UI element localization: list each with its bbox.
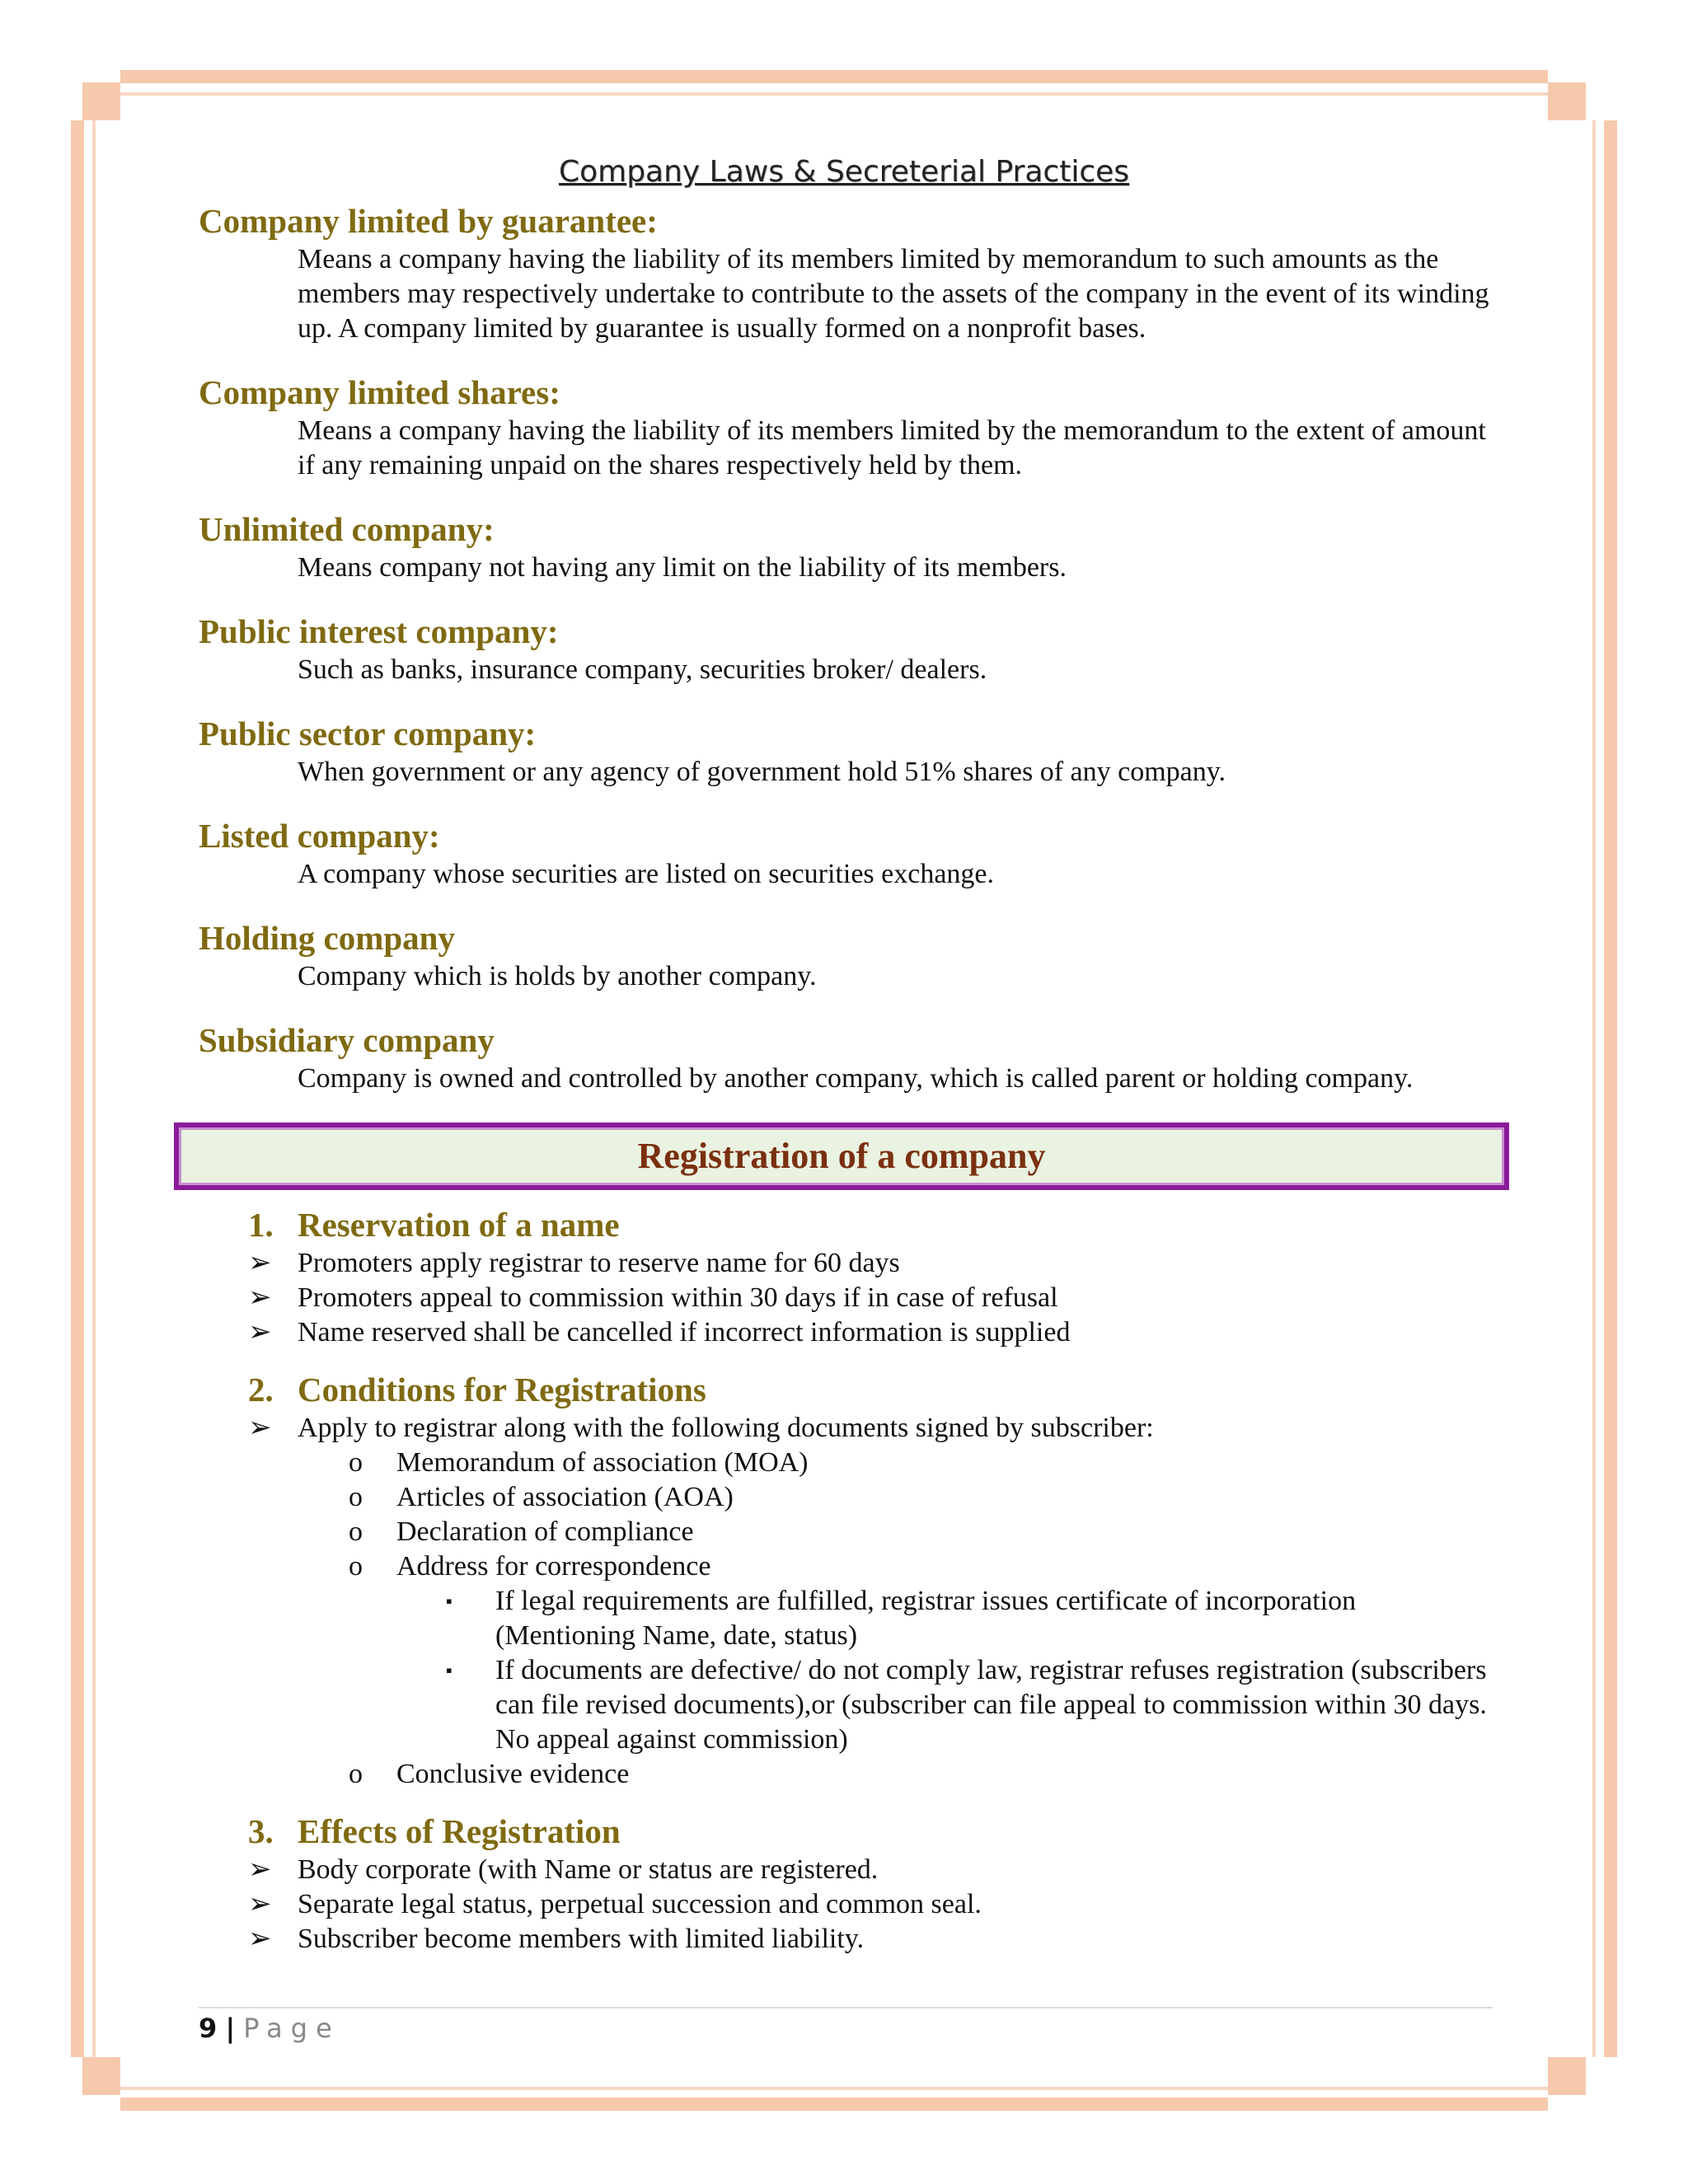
list-item: ➢ Separate legal status, perpetual succession and common seal. (199, 1887, 1501, 1922)
frame-right (1604, 120, 1617, 2057)
list-item: ➢ Promoters apply registrar to reserve name for 60 days (199, 1246, 1501, 1281)
sub-sub-list-item: ▪ If documents are defective/ do not comply law, registrar refuses registration (subscribers can file revised documents),or (subscriber can file appeal to commission within 30 days. No appeal against commission) (446, 1655, 1487, 1755)
frame-left-inner (92, 120, 96, 2057)
arrow-bullet-icon: ➢ (248, 1854, 272, 1885)
frame-bottom (120, 2097, 1548, 2111)
page-number: 9 (199, 2013, 218, 2044)
step-conditions (199, 1368, 1501, 1792)
term-title: Public sector company: (199, 715, 537, 752)
sub-list-item: o Address for correspondence (199, 1549, 1501, 1584)
list-item: ➢ Apply to registrar along with the following documents signed by subscriber: (199, 1411, 1501, 1446)
arrow-bullet-icon: ➢ (248, 1413, 272, 1443)
registration-steps (199, 1203, 1501, 1975)
term-body: Means a company having the liability of its members limited by memorandum to such amounts as the members may respectively undertake to contribute to the assets of the company in the event of its winding up. A company limited by guarantee is usually formed on a nonprofit bases. (298, 244, 1489, 344)
term-holding (199, 916, 1493, 994)
term-public-sector (199, 712, 1493, 790)
step-title (248, 1203, 1501, 1246)
term-title: Subsidiary company (199, 1021, 495, 1059)
term-body: Company which is holds by another company. (298, 961, 817, 991)
sub-list-item: o Conclusive evidence (199, 1757, 1501, 1792)
term-title: Holding company (199, 919, 455, 957)
step-number: 1. (248, 1206, 274, 1244)
step-title-text: Effects of Registration (298, 1812, 621, 1850)
sub-sub-list-item: ▪ If legal requirements are fulfilled, registrar issues certificate of incorporation (Mentioning Name, date, status) (446, 1586, 1357, 1651)
square-bullet-icon: ▪ (446, 1660, 452, 1680)
list-item: ➢ Promoters appeal to commission within 30 days if in case of refusal (199, 1281, 1501, 1315)
circle-bullet-icon: o (349, 1516, 363, 1547)
frame-bottom-left-corner (82, 2057, 120, 2095)
step-reservation (199, 1203, 1501, 1350)
list-item: ➢ Body corporate (with Name or status are registered. (199, 1853, 1501, 1887)
list-item: ➢ Subscriber become members with limited liability. (199, 1922, 1501, 1957)
step-title (248, 1368, 1501, 1411)
page-header-title: Company Laws & Secreterial Practices (558, 155, 1130, 189)
circle-bullet-icon: o (349, 1551, 363, 1582)
term-title: Public interest company: (199, 612, 559, 650)
term-public-interest (199, 610, 1493, 687)
term-body: Company is owned and controlled by another company, which is called parent or holding company. (298, 1063, 1414, 1094)
frame-bottom-right-corner (1548, 2057, 1586, 2095)
term-shares (199, 371, 1493, 483)
step-title (248, 1810, 1501, 1853)
step-effects (199, 1810, 1501, 1957)
term-body: Means company not having any limit on the liability of its members. (298, 552, 1067, 583)
frame-top-right-corner (1548, 82, 1586, 120)
definitions-section (199, 199, 1493, 1121)
step-title-text: Reservation of a name (298, 1206, 620, 1244)
square-bullet-icon: ▪ (446, 1591, 452, 1611)
term-body: Such as banks, insurance company, securities broker/ dealers. (298, 654, 987, 685)
term-unlimited (199, 508, 1493, 585)
term-title: Company limited shares: (199, 373, 560, 411)
circle-bullet-icon: o (349, 1482, 363, 1512)
page-footer (199, 2013, 340, 2044)
frame-right-inner (1592, 120, 1596, 2057)
list-item: ➢ Name reserved shall be cancelled if incorrect information is supplied (199, 1315, 1501, 1350)
frame-top-inner (120, 92, 1548, 96)
page-label: Page (243, 2013, 340, 2044)
step-number: 2. (248, 1371, 274, 1408)
sub-list-item: o Declaration of compliance (199, 1515, 1501, 1549)
arrow-bullet-icon: ➢ (248, 1248, 272, 1278)
term-body: When government or any agency of government hold 51% shares of any company. (298, 757, 1226, 787)
footer-divider (199, 2007, 1493, 2008)
term-title: Listed company: (199, 817, 440, 855)
frame-left (71, 120, 84, 2057)
sub-list-item: o Articles of association (AOA) (199, 1480, 1501, 1515)
term-guarantee (199, 199, 1493, 346)
sub-list-item: o Memorandum of association (MOA) (199, 1446, 1501, 1480)
arrow-bullet-icon: ➢ (248, 1317, 272, 1347)
term-title: Company limited by guarantee: (199, 202, 658, 240)
circle-bullet-icon: o (349, 1447, 363, 1478)
circle-bullet-icon: o (349, 1759, 363, 1789)
registration-heading-box: Registration of a company (174, 1122, 1509, 1190)
step-number: 3. (248, 1812, 274, 1850)
term-listed (199, 814, 1493, 892)
step-title-text: Conditions for Registrations (298, 1371, 706, 1408)
arrow-bullet-icon: ➢ (248, 1282, 272, 1313)
frame-bottom-inner (120, 2087, 1548, 2090)
frame-top-left-corner (82, 82, 120, 120)
arrow-bullet-icon: ➢ (248, 1924, 272, 1954)
term-body: A company whose securities are listed on securities exchange. (298, 859, 995, 889)
frame-top (120, 70, 1548, 83)
term-title: Unlimited company: (199, 510, 495, 548)
footer-separator: | (225, 2013, 236, 2044)
term-subsidiary (199, 1019, 1493, 1096)
arrow-bullet-icon: ➢ (248, 1889, 272, 1919)
term-body: Means a company having the liability of its members limited by the memorandum to the extent of amount if any remaining unpaid on the shares respectively held by them. (298, 415, 1486, 480)
